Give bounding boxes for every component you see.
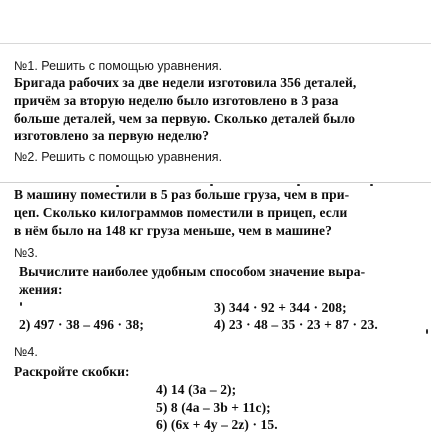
- task3-expression-3: 3) 344 · 92 + 344 · 208;: [214, 300, 347, 315]
- scan-speck: [210, 184, 213, 186]
- task2-line-3: в нём было на 148 кг груза меньше, чем в машине?: [14, 223, 333, 238]
- task4-item-4: 4) 14 (3a – 2);: [156, 382, 237, 397]
- task4-item-6: 6) (6x + 4y – 2z) · 15.: [156, 417, 278, 432]
- task2-line-2: цеп. Сколько килограммов поместили в прицеп, если: [14, 205, 348, 220]
- scan-speck: [20, 302, 22, 306]
- task1-line-2: причём за вторую неделю было изготовлено в 3 раза: [14, 93, 339, 108]
- task3-header: №3.: [14, 246, 38, 260]
- task3-expression-2: 2) 497 · 38 – 496 · 38;: [19, 317, 144, 332]
- task1-line-3: больше деталей, чем за первую. Сколько деталей было: [14, 111, 356, 126]
- task1-header: №1. Решить с помощью уравнения.: [14, 59, 223, 73]
- task2-line-1: В машину поместили в 5 раз больше груза, чем в при-: [14, 187, 350, 202]
- task4-header: №4.: [14, 345, 38, 359]
- task4-item-5: 5) 8 (4a – 3b + 11c);: [156, 400, 271, 415]
- task3-line-1: Вычислите наиболее удобным способом значение выра-: [19, 264, 366, 279]
- task3-expression-4: 4) 23 · 48 – 35 · 23 + 87 · 23.: [214, 317, 378, 332]
- scan-speck: [426, 329, 428, 334]
- task2-header: №2. Решить с помощью уравнения.: [14, 150, 223, 164]
- task3-line-2: жения:: [19, 282, 63, 297]
- scan-speck: [297, 184, 300, 186]
- scan-artifact: [0, 182, 431, 183]
- scan-artifact: [0, 43, 431, 44]
- task1-line-1: Бригада рабочих за две недели изготовила 356 деталей,: [14, 75, 357, 90]
- task4-line: Раскройте скобки:: [14, 364, 130, 379]
- task1-line-4: изготовлено за первую неделю?: [14, 128, 210, 143]
- scan-speck: [370, 184, 373, 186]
